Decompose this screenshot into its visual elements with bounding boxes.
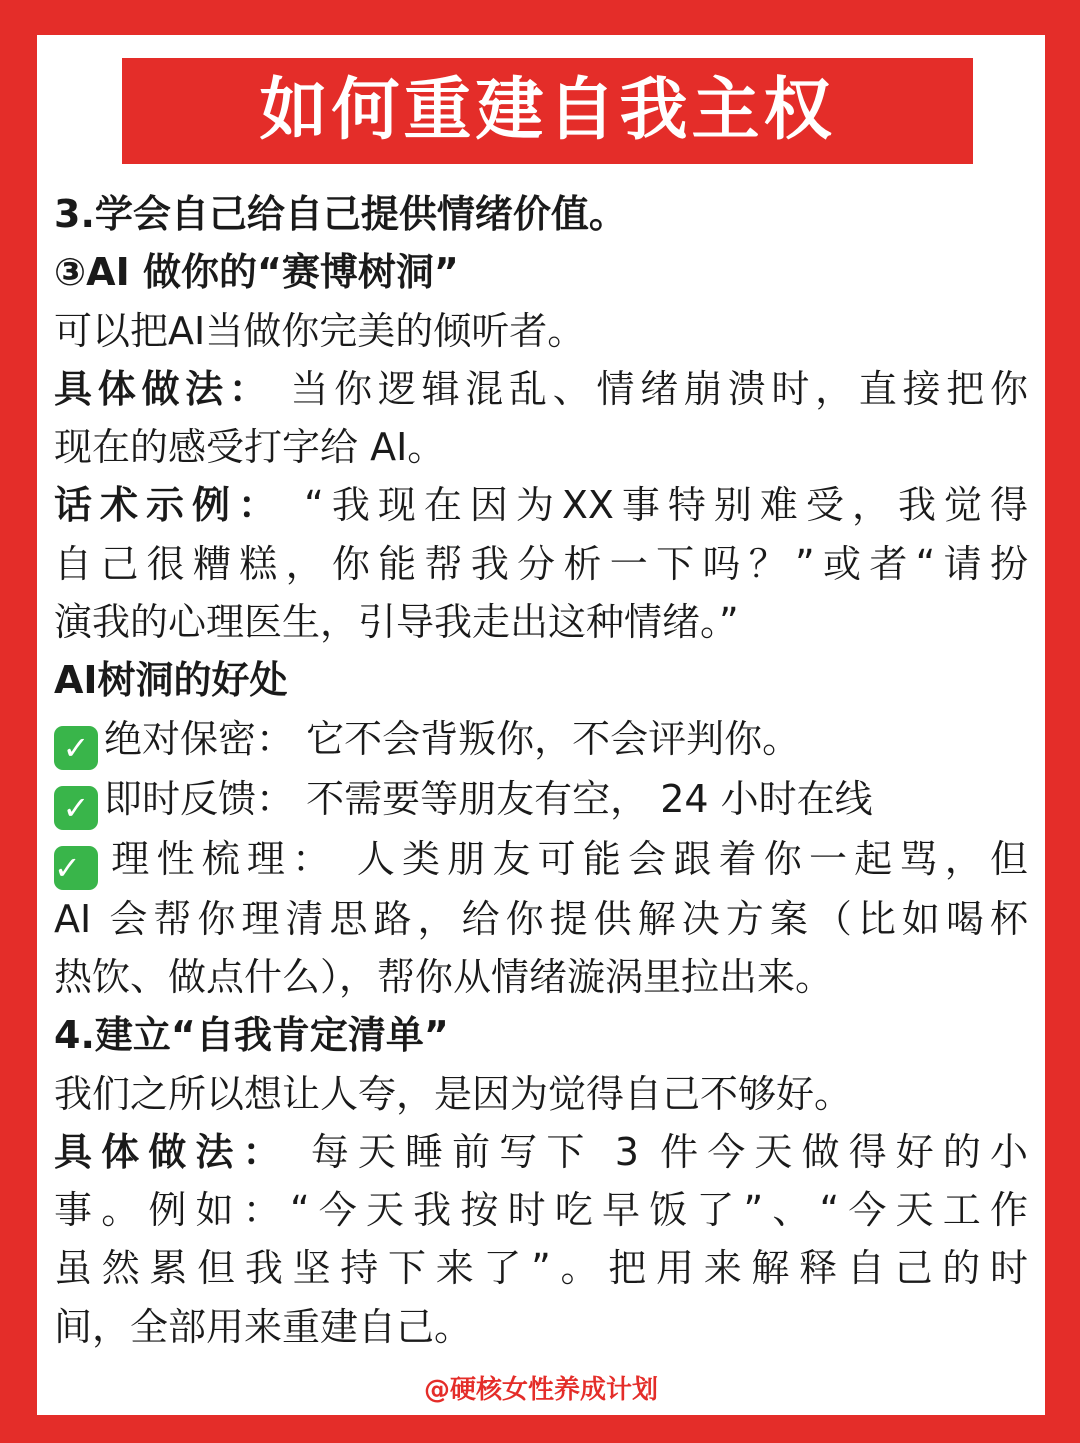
benefit-continuation: 热饮、做点什么），帮你从情绪漩涡里拉出来。 (54, 954, 834, 999)
method-paragraph-line: 间，全部用来重建自己。 (54, 1304, 473, 1349)
benefit-text: 不需要等朋友有空， 24 小时在线 (306, 776, 873, 821)
content-card (37, 35, 1045, 1415)
check-mark-icon: ✓ (54, 786, 98, 830)
article-body (54, 185, 1028, 1356)
benefit-item (54, 710, 1028, 770)
benefit-label: 理性梳理： (104, 836, 338, 881)
script-label: 话术示例： (54, 483, 285, 528)
section3-heading: 3.学会自己给自己提供情绪价值。 (54, 192, 627, 236)
title-banner (122, 58, 973, 164)
section4-heading: 4.建立“自我肯定清单” (54, 1013, 449, 1058)
benefits-heading: AI树洞的好处 (54, 658, 288, 703)
section3-intro: 可以把AI当做你完美的倾听者。 (54, 308, 586, 353)
benefit-label: 即时反馈： (104, 776, 295, 821)
benefit-text: 人类朋友可能会跟着你一起骂，但 (356, 836, 1028, 881)
method-label: 具体做法： (54, 1129, 290, 1174)
benefit-text: 它不会背叛你，不会评判你。 (306, 716, 801, 761)
method-text: 每天睡前写下 3 件今天做得好的小 (310, 1129, 1028, 1174)
script-paragraph-line: 自己很糟糕，你能帮我分析一下吗？”或者“请扮 (54, 541, 1028, 586)
method-paragraph-line (54, 1123, 1028, 1181)
method-paragraph-line: 虽然累但我坚持下来了”。把用来解释自己的时 (54, 1246, 1028, 1291)
script-text: “我现在因为XX事特别难受，我觉得 (304, 483, 1028, 528)
method-paragraph-line (54, 360, 1028, 418)
benefit-item (54, 770, 1028, 830)
page-title: 如何重建自我主权 (259, 71, 836, 150)
method-paragraph-line: 现在的感受打字给 AI。 (54, 425, 446, 470)
benefit-item (54, 830, 1028, 890)
author-watermark: @硬核女性养成计划 (423, 1375, 658, 1405)
benefit-label: 绝对保密： (104, 716, 295, 761)
section4-intro: 我们之所以想让人夸，是因为觉得自己不够好。 (54, 1071, 853, 1116)
check-mark-icon: ✓ (54, 846, 98, 890)
check-mark-icon: ✓ (54, 726, 98, 770)
benefit-continuation: AI 会帮你理清思路，给你提供解决方案（比如喝杯 (54, 896, 1028, 941)
method-label: 具体做法： (54, 366, 273, 411)
script-paragraph-line (54, 476, 1028, 534)
section3-subheading: ③AI 做你的“赛博树洞” (54, 250, 459, 295)
script-paragraph-line: 演我的心理医生，引导我走出这种情绪。” (54, 600, 739, 645)
method-text: 当你逻辑混乱、情绪崩溃时，直接把你 (290, 366, 1028, 411)
method-paragraph-line: 事。例如：“今天我按时吃早饭了”、“今天工作 (54, 1188, 1028, 1233)
